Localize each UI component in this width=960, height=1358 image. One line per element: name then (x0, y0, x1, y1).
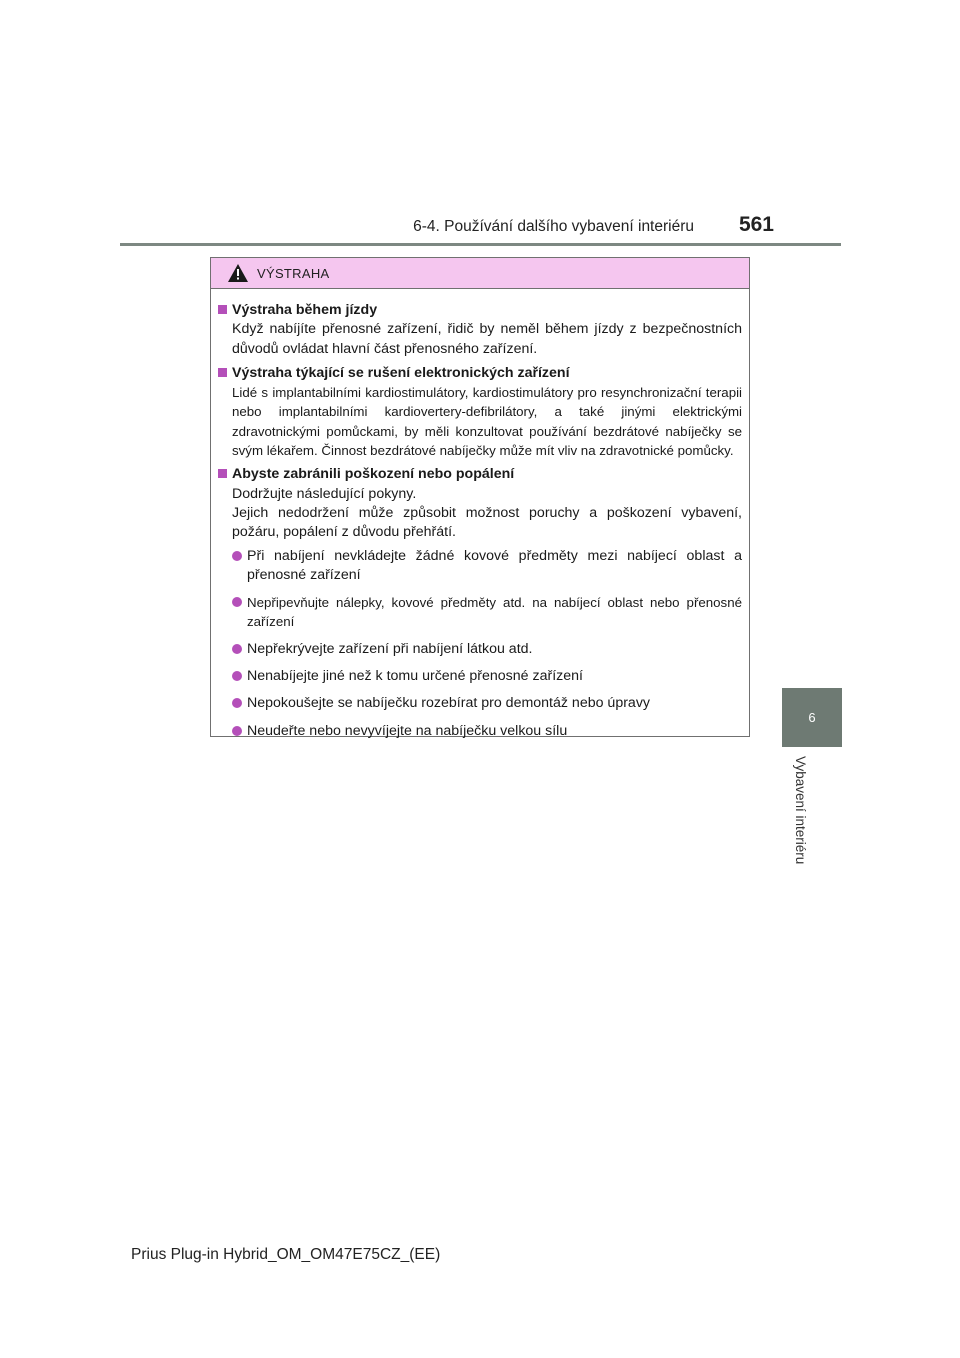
chapter-label: Vybavení interiéru (793, 756, 808, 865)
round-bullet-icon (232, 644, 242, 654)
list-item: Nepřekrývejte zařízení při nabíjení látkou atd. (232, 640, 742, 659)
list-item: Neudeřte nebo nevyvíjejte na nabíječku velkou sílu (232, 722, 742, 741)
warning-section-driving (218, 301, 742, 359)
section-title: 6-4. Používání dalšího vybavení interiéru (413, 218, 694, 235)
list-item: Nepokoušejte se nabíječku rozebírat pro demontáž nebo úpravy (232, 694, 742, 713)
section-paragraph: Dodržujte následující pokyny. (232, 485, 417, 502)
round-bullet-icon (232, 671, 242, 681)
round-bullet-icon (232, 597, 242, 607)
square-bullet-icon (218, 368, 227, 377)
list-item: Nenabíjejte jiné než k tomu určené přenosné zařízení (232, 667, 742, 686)
warning-title: VÝSTRAHA (257, 265, 330, 281)
square-bullet-icon (218, 469, 227, 478)
warning-header (211, 258, 749, 289)
square-bullet-icon (218, 305, 227, 314)
warning-body (211, 289, 749, 741)
header-divider (120, 243, 841, 246)
page-header (0, 0, 960, 250)
section-heading: Výstraha během jízdy (218, 301, 742, 320)
section-paragraph: Když nabíjíte přenosné zařízení, řidič by neměl během jízdy z bezpečnostních důvodů ovládat hlavní část přenosného zařízení. (232, 321, 742, 357)
section-paragraph: Lidé s implantabilními kardiostimulátory, kardiostimulátory pro resynchronizační terapii nebo implantabilními kardiovertery-defibrilátory, a také jinými elektrickými zdravotnickými pomůckami, by měli konzultovat používání bezdrátové nabíječky se svým lékařem. Činnost bezdrátové nabíječky může mít vliv na zdravotnické pomůcky. (232, 385, 742, 459)
warning-triangle-icon (228, 264, 248, 282)
list-item: Nepřipevňujte nálepky, kovové předměty atd. na nabíjecí oblast nebo přenosné zařízení (232, 593, 742, 632)
section-heading: Abyste zabránili poškození nebo popálení (218, 465, 742, 484)
section-heading: Výstraha týkající se rušení elektronických zařízení (218, 364, 742, 383)
chapter-tab (782, 688, 842, 747)
list-item: Při nabíjení nevkládejte žádné kovové předměty mezi nabíjecí oblast a přenosné zařízení (232, 547, 742, 586)
chapter-number: 6 (808, 710, 816, 725)
section-paragraph: Jejich nedodržení může způsobit možnost poruchy a poškození vybavení, požáru, popálení z důvodu přehřátí. (232, 504, 742, 541)
round-bullet-icon (232, 726, 242, 736)
warning-section-interference (218, 364, 742, 460)
round-bullet-icon (232, 551, 242, 561)
page-number: 561 (738, 213, 774, 236)
page-footer: Prius Plug-in Hybrid_OM_OM47E75CZ_(EE) (131, 1246, 441, 1263)
warning-box (210, 257, 750, 737)
round-bullet-icon (232, 698, 242, 708)
warning-section-damage (218, 465, 742, 741)
